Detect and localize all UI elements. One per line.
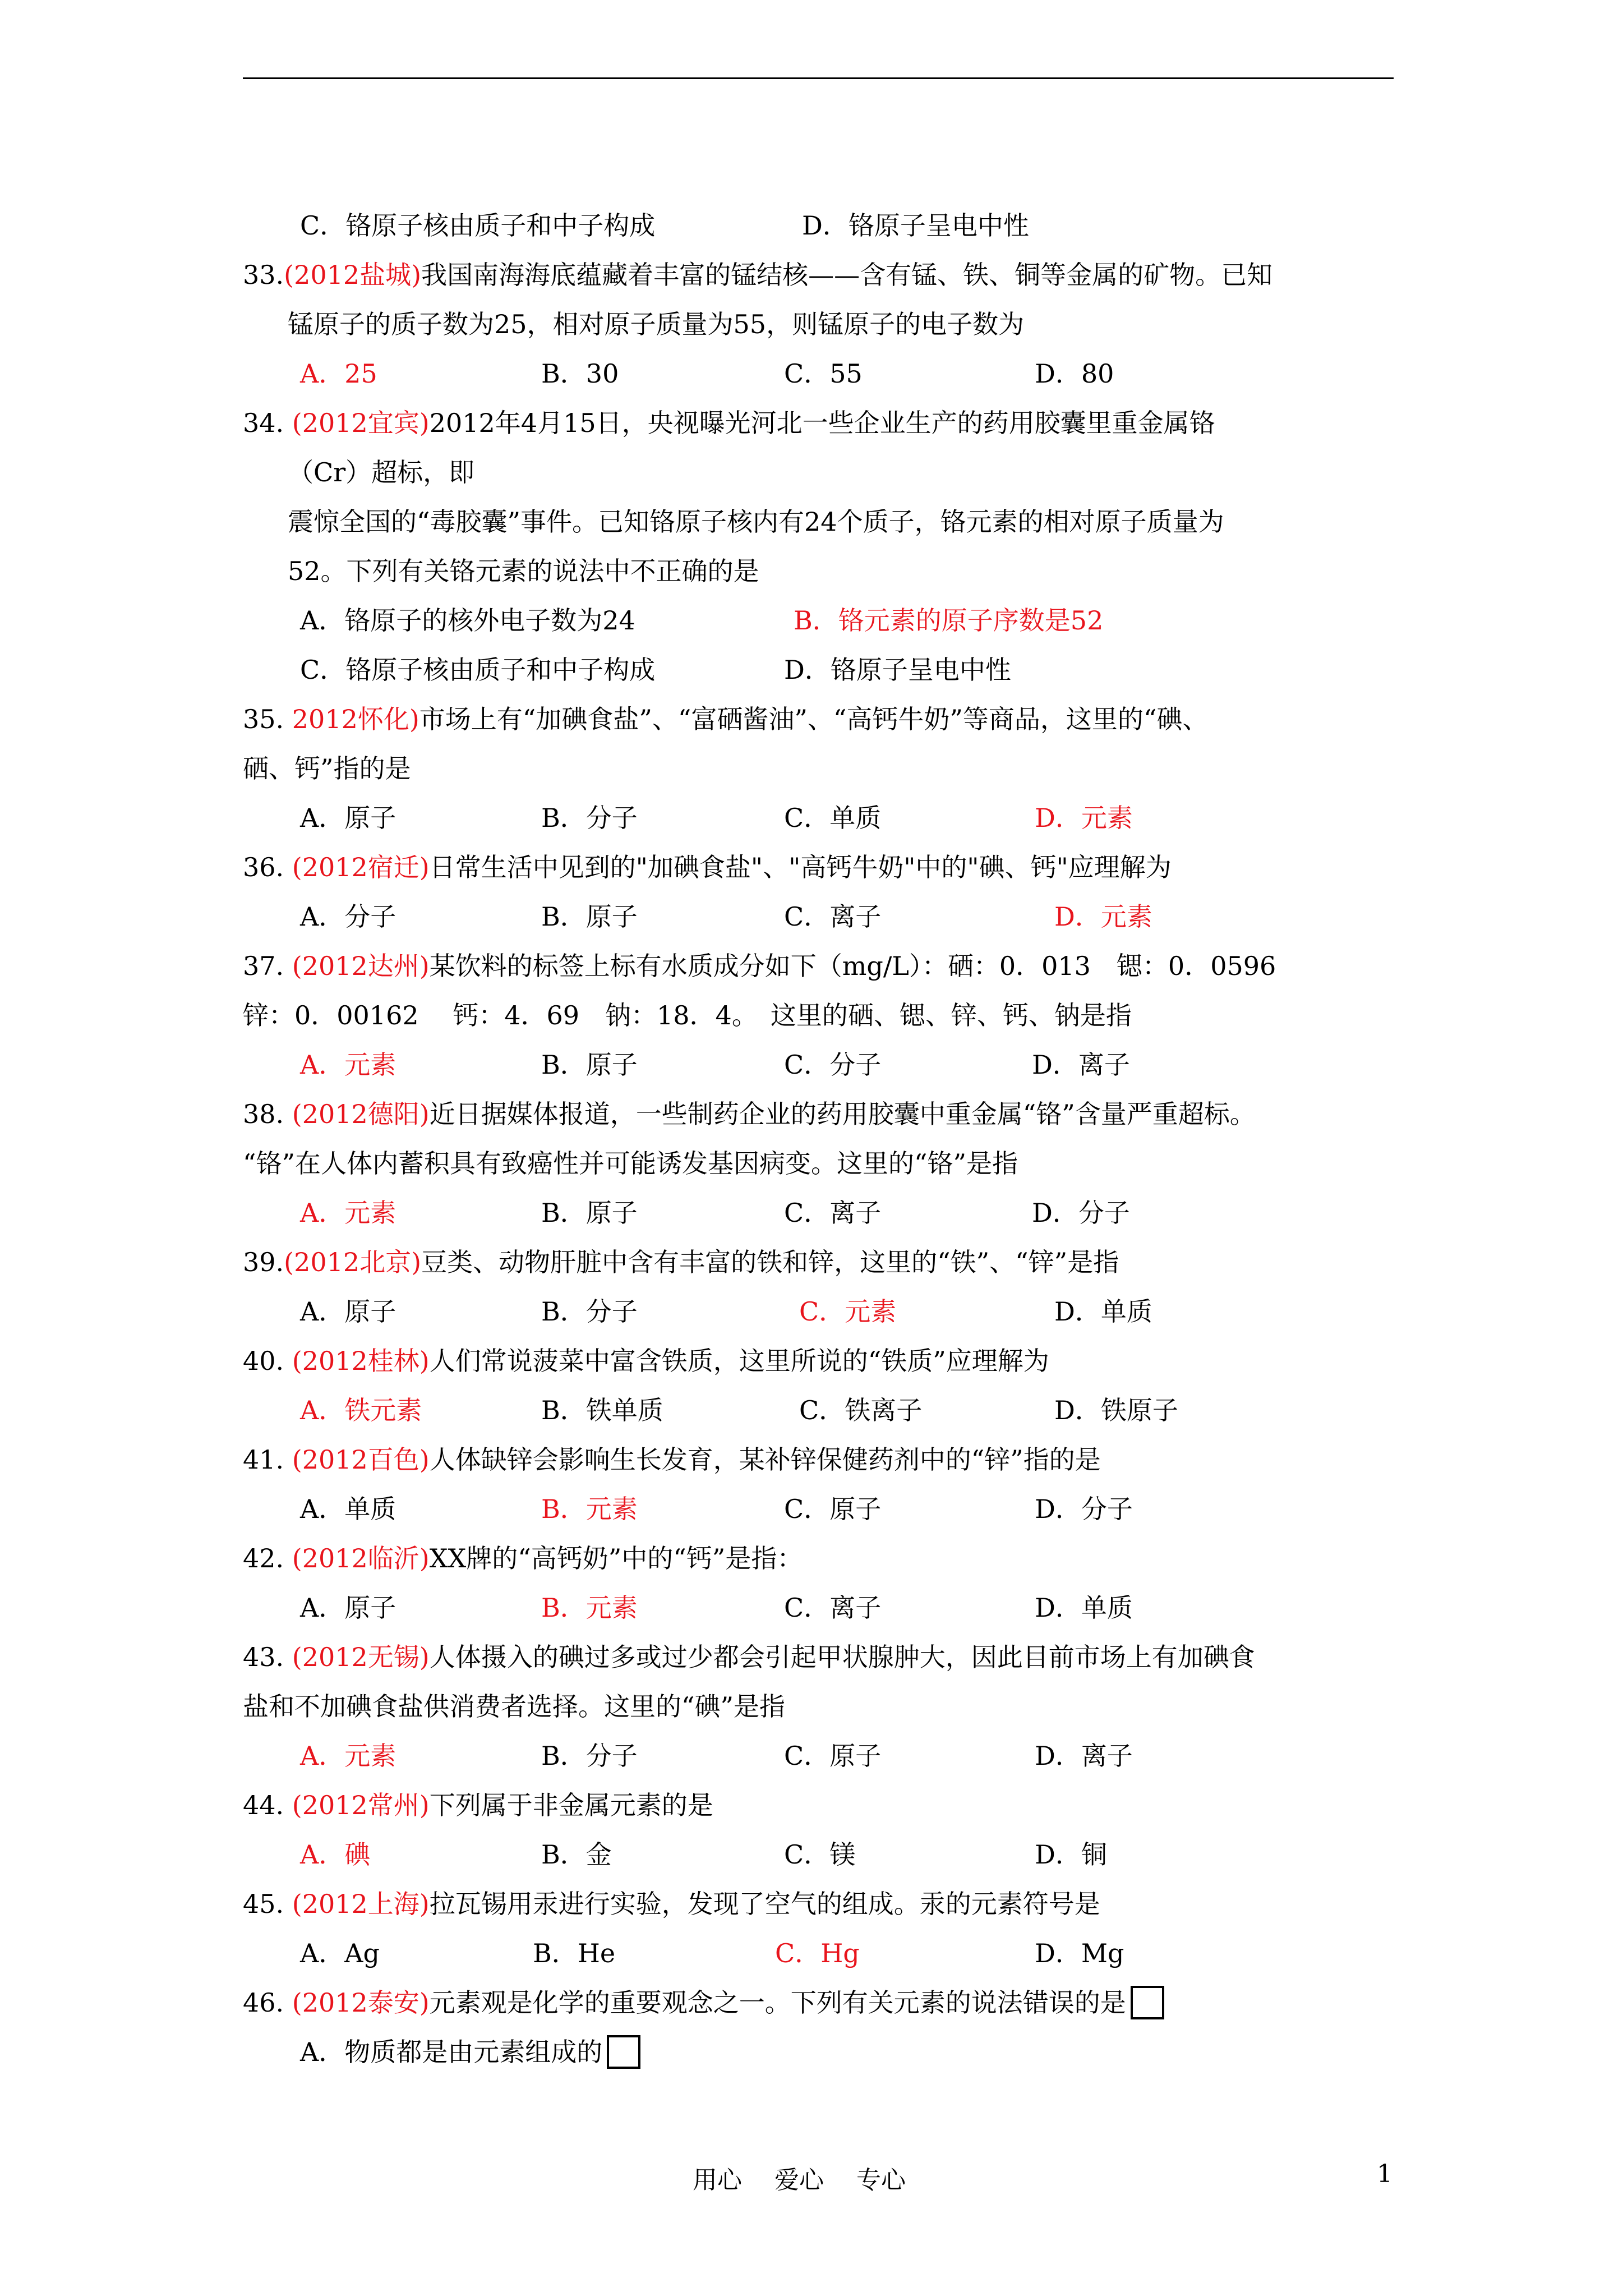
question-text: 近日据媒体报道，一些制药企业的药用胶囊中重金属“铬”含量严重超标。 — [429, 1099, 1256, 1129]
option-d: D．Mg — [1035, 1938, 1124, 1968]
question-text-line: （Cr）超标，即 — [288, 457, 475, 487]
option-b: B．分子 — [541, 1741, 638, 1771]
option-a: A．铬原子的核外电子数为24 — [300, 605, 635, 636]
question-number: 42. — [243, 1543, 284, 1573]
question-source: (2012常州) — [292, 1790, 430, 1820]
option-a: A．原子 — [300, 1593, 396, 1623]
option-a: A．Ag — [300, 1938, 380, 1968]
page-footer — [693, 2160, 938, 2196]
option-a: A．物质都是由元素组成的 — [300, 2037, 603, 2067]
question-text-line: “铬”在人体内蓄积具有致癌性并可能诱发基因病变。这里的“铬”是指 — [243, 1148, 1018, 1179]
question-text: 豆类、动物肝脏中含有丰富的铁和锌，这里的“铁”、“锌”是指 — [421, 1247, 1119, 1277]
option-b: B．元素 — [541, 1494, 638, 1524]
question-text: 元素观是化学的重要观念之一。下列有关元素的说法错误的是 — [429, 1987, 1126, 2018]
question-text: 我国南海海底蕴藏着丰富的锰结核——含有锰、铁、铜等金属的矿物。已知 — [421, 260, 1273, 290]
option-a: A．单质 — [300, 1494, 396, 1524]
question-source: (2012百色) — [292, 1444, 430, 1475]
option-c: C．铁离子 — [799, 1395, 923, 1425]
question-text-line: 锰原子的质子数为25，相对原子质量为55，则锰原子的电子数为 — [288, 309, 1025, 339]
question-number: 43. — [243, 1642, 284, 1672]
question-text-line: 52。下列有关铬元素的说法中不正确的是 — [288, 556, 759, 586]
question-40 — [243, 1344, 1049, 1378]
option-a: A．元素 — [300, 1050, 396, 1080]
question-source: (2012德阳) — [292, 1099, 430, 1129]
option-a: A．分子 — [300, 901, 396, 932]
question-text: 人们常说菠菜中富含铁质，这里所说的“铁质”应理解为 — [429, 1346, 1049, 1376]
option-b: B．元素 — [541, 1593, 638, 1623]
option-c: C．元素 — [799, 1296, 897, 1327]
question-text-line: 锌：0．00162 钙：4．69 钠：18．4。 这里的硒、锶、锌、钙、钠是指 — [243, 1000, 1132, 1030]
options-row — [300, 2035, 640, 2069]
option-c: C．原子 — [784, 1741, 882, 1771]
question-text-line: 震惊全国的“毒胶囊”事件。已知铬原子核内有24个质子，铬元素的相对原子质量为 — [288, 507, 1224, 537]
question-number: 35. — [243, 704, 284, 734]
option-d: D．分子 — [1032, 1198, 1130, 1228]
option-b: B．原子 — [541, 1198, 638, 1228]
option-b: B．分子 — [541, 1296, 638, 1327]
option-c: C．原子 — [784, 1494, 882, 1524]
question-text: 人体摄入的碘过多或过少都会引起甲状腺肿大，因此目前市场上有加碘食 — [429, 1642, 1255, 1672]
option-a: A．25 — [300, 358, 377, 389]
option-d: D．离子 — [1035, 1741, 1133, 1771]
option-d: D．单质 — [1054, 1296, 1152, 1327]
option-d: D．铬原子呈电中性 — [784, 655, 1011, 685]
question-number: 38. — [243, 1099, 284, 1129]
question-number: 34. — [243, 408, 284, 438]
option-d: D．单质 — [1035, 1593, 1133, 1623]
question-text: 市场上有“加碘食盐”、“富硒酱油”、“高钙牛奶”等商品，这里的“碘、 — [419, 704, 1209, 734]
option-c: C．Hg — [775, 1938, 860, 1968]
question-36 — [243, 850, 1172, 884]
option-c: C．铬原子核由质子和中子构成 — [300, 655, 656, 685]
option-c: C．镁 — [784, 1839, 856, 1870]
option-d: D．元素 — [1054, 901, 1152, 932]
question-text-line: 硒、钙”指的是 — [243, 753, 411, 784]
question-46 — [243, 1986, 1164, 2019]
question-text: XX牌的“高钙奶”中的“钙”是指： — [429, 1543, 803, 1573]
question-43 — [243, 1640, 1255, 1674]
question-source: (2012达州) — [292, 951, 430, 981]
option-b: B．金 — [541, 1839, 612, 1870]
option-c: C．铬原子核由质子和中子构成 — [300, 210, 656, 241]
footer-word: 专心 — [856, 2166, 906, 2194]
question-text: 日常生活中见到的"加碘食盐"、"高钙牛奶"中的"碘、钙"应理解为 — [429, 852, 1172, 882]
option-c: C．离子 — [784, 1593, 882, 1623]
question-source: (2012无锡) — [292, 1642, 430, 1672]
option-d: D．元素 — [1035, 803, 1133, 833]
option-b: B．分子 — [541, 803, 638, 833]
footer-word: 爱心 — [774, 2166, 824, 2194]
footer-word: 用心 — [693, 2166, 742, 2194]
option-c: C．单质 — [784, 803, 882, 833]
question-35 — [243, 702, 1208, 736]
option-a: A．碘 — [300, 1839, 371, 1870]
answer-box — [1131, 1986, 1164, 2019]
question-source: 2012怀化) — [292, 704, 419, 734]
question-text: 人体缺锌会影响生长发育，某补锌保健药剂中的“锌”指的是 — [429, 1444, 1101, 1475]
question-number: 39. — [243, 1247, 284, 1277]
option-b: B．原子 — [541, 1050, 638, 1080]
option-b: B．原子 — [541, 901, 638, 932]
option-a: A．元素 — [300, 1741, 396, 1771]
question-number: 37. — [243, 951, 284, 981]
question-text: 下列属于非金属元素的是 — [429, 1790, 713, 1820]
option-b: B．铬元素的原子序数是52 — [794, 605, 1104, 636]
question-number: 44. — [243, 1790, 284, 1820]
option-c: C．离子 — [784, 1198, 882, 1228]
option-d: D．分子 — [1035, 1494, 1133, 1524]
question-41 — [243, 1443, 1101, 1476]
page-number: 1 — [1377, 2160, 1393, 2188]
question-number: 41. — [243, 1444, 284, 1475]
option-c: C．分子 — [784, 1050, 882, 1080]
question-number: 45. — [243, 1889, 284, 1919]
question-number: 46. — [243, 1987, 284, 2018]
option-b: B．铁单质 — [541, 1395, 663, 1425]
question-44 — [243, 1788, 713, 1822]
option-d: D．铜 — [1035, 1839, 1107, 1870]
question-source: (2012宜宾) — [292, 408, 430, 438]
question-number: 33. — [243, 260, 284, 290]
option-b: B．30 — [541, 358, 619, 389]
question-38 — [243, 1097, 1256, 1131]
option-b: B．He — [533, 1938, 616, 1968]
option-d: D．离子 — [1032, 1050, 1130, 1080]
question-number: 40. — [243, 1346, 284, 1376]
option-d: D．铬原子呈电中性 — [802, 210, 1029, 241]
question-source: (2012上海) — [292, 1889, 430, 1919]
question-text: 某饮料的标签上标有水质成分如下（mg/L）：硒：0．013 锶：0．0596 — [429, 951, 1276, 981]
option-c: C．离子 — [784, 901, 882, 932]
option-c: C．55 — [784, 358, 863, 389]
question-source: (2012宿迁) — [292, 852, 430, 882]
question-42 — [243, 1542, 803, 1575]
answer-box — [607, 2035, 640, 2069]
question-source: (2012临沂) — [292, 1543, 430, 1573]
question-text-line: 盐和不加碘食盐供消费者选择。这里的“碘”是指 — [243, 1691, 786, 1722]
question-37 — [243, 949, 1276, 983]
question-text: 拉瓦锡用汞进行实验，发现了空气的组成。汞的元素符号是 — [429, 1889, 1100, 1919]
option-a: A．原子 — [300, 803, 396, 833]
option-a: A．原子 — [300, 1296, 396, 1327]
question-45 — [243, 1887, 1100, 1921]
question-source: (2012桂林) — [292, 1346, 430, 1376]
question-source: (2012泰安) — [292, 1987, 430, 2018]
question-33 — [243, 258, 1272, 292]
question-number: 36. — [243, 852, 284, 882]
option-a: A．元素 — [300, 1198, 396, 1228]
header-rule — [243, 77, 1394, 79]
option-a: A．铁元素 — [300, 1395, 422, 1425]
question-source: (2012盐城) — [284, 260, 422, 290]
question-34 — [243, 406, 1215, 440]
option-d: D．80 — [1035, 358, 1114, 389]
question-text: 2012年4月15日，央视曝光河北一些企业生产的药用胶囊里重金属铬 — [429, 408, 1215, 438]
question-39 — [243, 1245, 1119, 1279]
question-source: (2012北京) — [284, 1247, 422, 1277]
option-d: D．铁原子 — [1054, 1395, 1178, 1425]
